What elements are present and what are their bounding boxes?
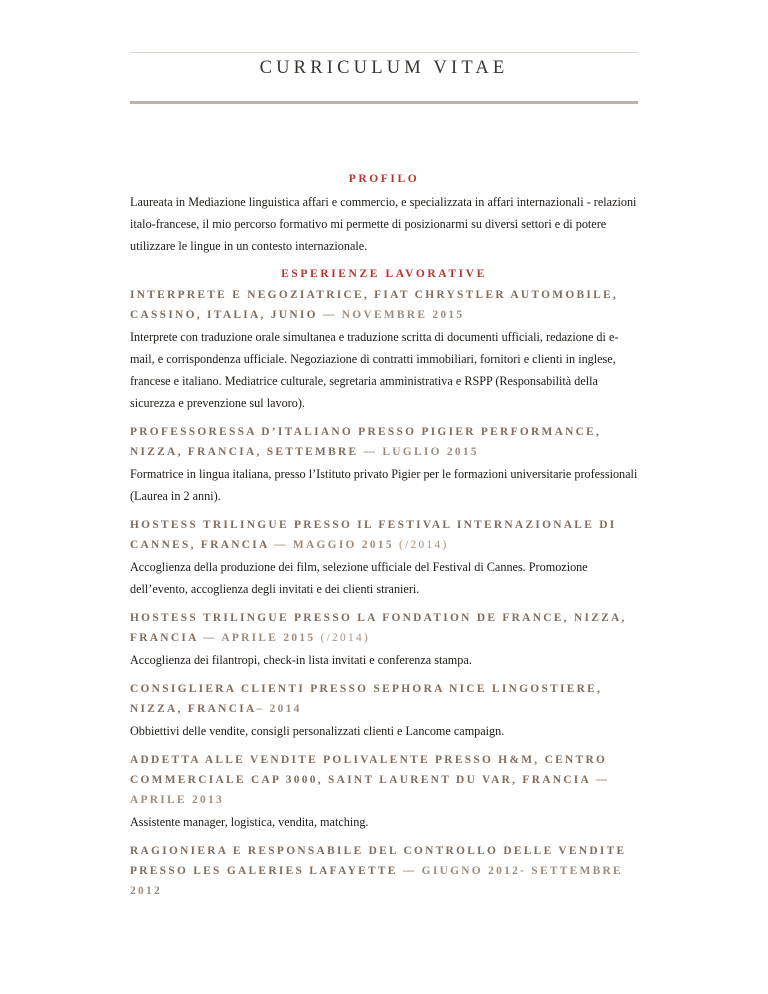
job-entry	[130, 608, 638, 671]
job-date-extra: (/2014)	[315, 632, 371, 644]
top-divider	[130, 52, 638, 53]
job-entry	[130, 285, 638, 414]
job-date-extra: (/2014)	[393, 539, 449, 551]
job-title-text: INTERPRETE E NEGOZIATRICE, FIAT CHRYSTLER AUTOMOBILE, CASSINO, ITALIA, JUNIO	[130, 289, 619, 321]
job-title-text: PROFESSORESSA D’ITALIANO PRESSO PIGIER PERFORMANCE, NIZZA, FRANCIA, SETTEMBRE	[130, 426, 602, 458]
title-underline	[130, 101, 638, 104]
job-title	[130, 841, 638, 901]
job-title-text: ADDETTA ALLE VENDITE POLIVALENTE PRESSO H&M, CENTRO COMMERCIALE CAP 3000, SAINT LAURENT DU VAR, FRANCIA	[130, 754, 608, 786]
job-title	[130, 608, 638, 648]
cv-content	[130, 173, 638, 909]
job-title-text: HOSTESS TRILINGUE PRESSO LA FONDATION DE FRANCE, NIZZA, FRANCIA	[130, 612, 627, 644]
job-title-text: RAGIONIERA E RESPONSABILE DEL CONTROLLO DELLE VENDITE PRESSO LES GALERIES LAFAYETTE	[130, 845, 627, 877]
experience-heading: ESPERIENZE LAVORATIVE	[281, 268, 487, 280]
job-title-text: HOSTESS TRILINGUE PRESSO IL FESTIVAL INTERNAZIONALE DI CANNES, FRANCIA	[130, 519, 617, 551]
job-date: — GIUGNO 2012- SETTEMBRE 2012	[130, 865, 623, 897]
job-title	[130, 679, 638, 719]
profile-heading: PROFILO	[348, 173, 420, 185]
job-date: — LUGLIO 2015	[358, 446, 479, 458]
profile-text: Laureata in Mediazione linguistica affari e commercio, e specializzata in affari internazionali - relazioni italo-francese, il mio percorso formativo mi permette di posizionarmi su diversi settori e di potere utilizzare le lingue in un contesto internazionale.	[130, 195, 637, 253]
job-description: Obbiettivi delle vendite, consigli personalizzati clienti e Lancome campaign.	[130, 724, 505, 738]
job-date: – 2014	[256, 703, 302, 715]
job-date: — MAGGIO 2015	[268, 539, 394, 551]
job-entry	[130, 841, 638, 901]
job-date: — APRILE 2013	[130, 774, 610, 806]
job-date: — NOVEMBRE 2015	[317, 309, 465, 321]
job-description: Accoglienza dei filantropi, check-in lista invitati e conferenza stampa.	[130, 653, 472, 667]
job-title	[130, 285, 638, 325]
job-date: — APRILE 2015	[198, 632, 316, 644]
job-description: Accoglienza della produzione dei film, selezione ufficiale del Festival di Cannes. Promozione dell’evento, accoglienza degli invitati e dei clienti stranieri.	[130, 560, 588, 596]
job-entry	[130, 422, 638, 507]
job-title	[130, 422, 638, 462]
job-title-text: CONSIGLIERA CLIENTI PRESSO SEPHORA NICE LINGOSTIERE, NIZZA, FRANCIA	[130, 683, 603, 715]
job-description: Interprete con traduzione orale simultanea e traduzione scritta di documenti ufficiali, redazione di e-mail, e corrispondenza ufficiale. Negoziazione di contratti immobiliari, fornitori e clienti in inglese, francese e italiano. Mediatrice culturale, segretaria amministrativa e RSPP (Responsabilità della sicurezza e prevenzione sul lavoro).	[130, 330, 619, 410]
job-entry	[130, 679, 638, 742]
document-title: CURRICULUM VITAE	[259, 58, 509, 78]
job-entry	[130, 750, 638, 833]
job-title	[130, 750, 638, 810]
job-description: Assistente manager, logistica, vendita, matching.	[130, 815, 369, 829]
job-title	[130, 515, 638, 555]
job-description: Formatrice in lingua italiana, presso l’Istituto privato Pigier per le formazioni universitarie professionali (Laurea in 2 anni).	[130, 467, 638, 503]
job-entry	[130, 515, 638, 600]
